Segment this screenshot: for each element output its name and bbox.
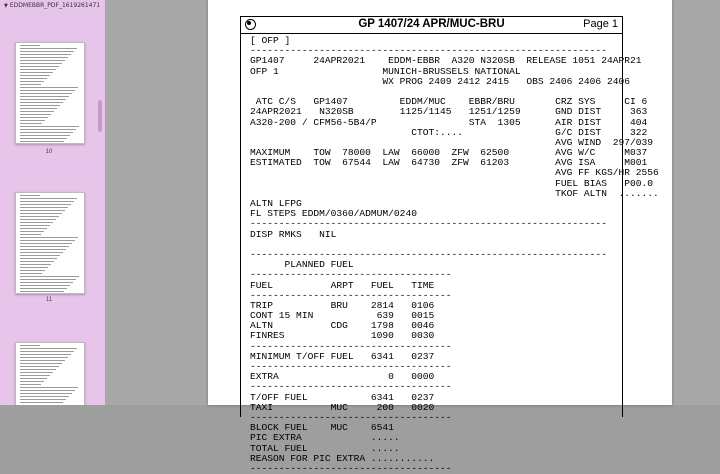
thumbnail-text-line: [20, 54, 71, 55]
ofp-line: AVG WIND 297/039: [250, 136, 654, 148]
ofp-line: -----------------------------------: [250, 462, 452, 474]
thumbnail-text-line: [20, 243, 72, 244]
ofp-line: ALTN CDG 1798 0046: [250, 320, 435, 332]
thumbnail-text-line: [20, 372, 53, 373]
ofp-line: PLANNED FUEL: [250, 259, 354, 271]
thumbnail-text-line: [20, 84, 41, 85]
thumbnail-text-line: [20, 195, 40, 196]
ofp-line: [ OFP ]: [250, 35, 291, 46]
page-thumbnail-sidebar: [0, 0, 106, 405]
page-number-label: 11: [45, 297, 53, 303]
thumbnail-text-line: [20, 381, 44, 382]
thumbnail-text-line: [20, 270, 45, 271]
thumbnail-text-line: [20, 60, 65, 61]
ofp-line: REASON FOR PIC EXTRA ...........: [250, 452, 435, 464]
thumbnail-text-line: [20, 351, 74, 352]
thumbnail-text-line: [20, 261, 54, 262]
thumbnail-text-line: [20, 387, 78, 388]
ofp-line: TOTAL FUEL .....: [250, 442, 400, 454]
thumbnail-text-line: [20, 231, 44, 232]
ofp-line: CTOT:.... G/C DIST 322: [250, 126, 648, 138]
page-thumbnail[interactable]: [15, 342, 85, 405]
ofp-line: --------------------------------------------------------------: [250, 248, 607, 260]
thumbnail-text-line: [20, 210, 65, 211]
thumbnail-text-line: [20, 93, 72, 94]
thumbnail-text-line: [20, 222, 53, 223]
thumbnail-text-line: [20, 264, 51, 265]
ofp-line: AVG FF KGS/HR 2556: [250, 167, 659, 179]
thumbnail-text-line: [20, 99, 66, 100]
thumbnail-text-line: [20, 213, 62, 214]
thumbnail-text-line: [20, 225, 50, 226]
ofp-line: -----------------------------------: [250, 361, 452, 372]
thumbnail-text-line: [20, 69, 56, 70]
thumbnail-text-line: [20, 276, 79, 277]
ofp-line: MINIMUM T/OFF FUEL 6341 0237: [250, 350, 435, 362]
ofp-line: MAXIMUM TOW 78000 LAW 66000 ZFW 62500 AVG W/C M037: [250, 147, 648, 159]
thumbnail-text-line: [20, 348, 77, 349]
thumbnail-text-line: [20, 366, 59, 367]
ofp-line: OFP 1 MUNICH-BRUSSELS NATIONAL: [250, 65, 521, 77]
thumbnail-text-line: [20, 384, 41, 385]
ofp-title: GP 1407/24 APR/MUC-BRU: [358, 18, 505, 30]
page-indicator: Page 1: [583, 18, 618, 30]
thumbnail-text-line: [20, 399, 66, 400]
thumbnail-text-line: [20, 57, 68, 58]
ofp-line: EXTRA 0 0000: [250, 371, 435, 383]
ofp-line: BLOCK FUEL MUC 6541: [250, 422, 394, 434]
thumbnail-text-line: [20, 117, 48, 118]
thumbnail-text-line: [20, 114, 51, 115]
thumbnail-text-line: [20, 249, 66, 250]
thumbnail-text-line: [20, 228, 47, 229]
thumbnail-text-line: [20, 66, 59, 67]
thumbnail-text-line: [20, 90, 75, 91]
document-title[interactable]: [4, 2, 100, 9]
ofp-body: [241, 34, 659, 474]
ofp-line: FINRES 1090 0030: [250, 330, 435, 342]
document-title-text: EDDMEBBR_PDF_1619261471: [9, 2, 101, 9]
thumbnail-text-line: [20, 258, 57, 259]
ofp-line: 24APR2021 N320SB 1125/1145 1251/1259 GND DIST 363: [250, 106, 648, 118]
thumbnail-text-line: [20, 240, 75, 241]
thumbnail-text-line: [20, 285, 70, 286]
thumbnail-text-line: [20, 354, 71, 355]
thumbnail-text-line: [20, 279, 76, 280]
thumbnail-text-line: [20, 75, 50, 76]
thumbnail-text-line: [20, 51, 74, 52]
ofp-line: ALTN LFPG: [250, 198, 302, 209]
thumbnail-text-line: [20, 141, 64, 142]
thumbnail-text-line: [20, 237, 78, 238]
thumbnail-text-line: [20, 204, 71, 205]
ofp-line: CONT 15 MIN 639 0015: [250, 310, 435, 322]
ofp-line: -----------------------------------: [250, 411, 452, 423]
thumbnail-text-line: [20, 282, 73, 283]
thumbnail-text-line: [20, 45, 40, 46]
page-thumbnail[interactable]: [15, 192, 85, 294]
thumbnail-text-line: [20, 87, 78, 88]
ofp-line: -----------------------------------: [250, 269, 452, 281]
thumbnail-text-line: [20, 255, 60, 256]
thumbnail-text-line: [20, 216, 59, 217]
ofp-line: TRIP BRU 2814 0106: [250, 299, 435, 311]
thumbnail-text-line: [20, 378, 47, 379]
ofp-line: GP1407 24APR2021 EDDM-EBBR A320 N320SB RELEASE 1051 24APR21: [250, 55, 642, 67]
thumbnail-text-line: [20, 102, 63, 103]
thumbnail-text-line: [20, 360, 65, 361]
thumbnail-text-line: [20, 63, 62, 64]
thumbnail-text-line: [20, 375, 50, 376]
ofp-line: DISP RMKS NIL: [250, 228, 337, 240]
thumbnail-text-line: [20, 267, 48, 268]
thumbnail-text-line: [20, 198, 77, 199]
disclosure-triangle-icon[interactable]: ▼: [4, 3, 8, 9]
ofp-line: TAXI MUC 200 0020: [250, 401, 435, 413]
ofp-line: A320-200 / CFM56-5B4/P STA 1305 AIR DIST 404: [250, 116, 648, 128]
thumbnail-text-line: [20, 345, 40, 346]
ofp-line: ESTIMATED TOW 67544 LAW 64730 ZFW 61203 AVG ISA M001: [250, 157, 648, 169]
thumbnail-text-line: [20, 135, 70, 136]
thumbnail-text-line: [20, 393, 72, 394]
thumbnail-text-line: [20, 132, 73, 133]
thumbnail-text-line: [20, 246, 69, 247]
thumbnail-text-line: [20, 390, 75, 391]
ofp-document: [240, 16, 659, 474]
thumbnail-text-line: [20, 234, 41, 235]
thumbnail-text-line: [20, 207, 68, 208]
sidebar-scrollbar[interactable]: [98, 100, 102, 132]
thumbnail-text-line: [20, 123, 42, 124]
ofp-line: -----------------------------------: [250, 289, 452, 301]
ofp-header: [241, 17, 622, 34]
ofp-line: -----------------------------------: [250, 381, 452, 393]
ofp-line: TKOF ALTN .......: [250, 187, 659, 199]
page-thumbnail[interactable]: [15, 42, 85, 144]
thumbnail-text-line: [20, 288, 67, 289]
thumbnail-text-line: [20, 357, 68, 358]
thumbnail-text-line: [20, 402, 63, 403]
thumbnail-text-line: [20, 48, 77, 49]
ofp-line: FUEL BIAS P00.0: [250, 177, 654, 189]
thumbnail-text-line: [20, 369, 56, 370]
ofp-line: --------------------------------------------------------------: [250, 45, 607, 57]
thumbnail-text-line: [20, 291, 64, 292]
thumbnail-text-line: [20, 96, 69, 97]
page-number-label: 10: [45, 149, 53, 155]
ofp-line: ATC C/S GP1407 EDDM/MUC EBBR/BRU CRZ SYS CI 6: [250, 96, 648, 108]
ofp-line: --------------------------------------------------------------: [250, 218, 607, 230]
thumbnail-text-line: [20, 108, 57, 109]
thumbnail-text-line: [20, 105, 60, 106]
thumbnail-text-line: [20, 129, 76, 130]
thumbnail-text-line: [20, 78, 47, 79]
thumbnail-text-line: [20, 81, 44, 82]
thumbnail-text-line: [20, 120, 45, 121]
thumbnail-text-line: [20, 126, 79, 127]
thumbnail-text-line: [20, 273, 42, 274]
thumbnail-text-line: [20, 138, 67, 139]
thumbnail-text-line: [20, 201, 74, 202]
ofp-line: T/OFF FUEL 6341 0237: [250, 391, 435, 403]
thumbnail-text-line: [20, 111, 54, 112]
ofp-line: -----------------------------------: [250, 340, 452, 352]
ofp-line: FUEL ARPT FUEL TIME: [250, 279, 435, 291]
ofp-line: WX PROG 2409 2412 2415 OBS 2406 2406 2406: [250, 75, 630, 87]
ofp-line: FL STEPS EDDM/0360/ADMUM/0240: [250, 208, 417, 220]
thumbnail-text-line: [20, 72, 53, 73]
ofp-line: PIC EXTRA .....: [250, 432, 400, 444]
thumbnail-text-line: [20, 219, 56, 220]
thumbnail-text-line: [20, 252, 63, 253]
thumbnail-text-line: [20, 396, 69, 397]
thumbnail-text-line: [20, 363, 62, 364]
